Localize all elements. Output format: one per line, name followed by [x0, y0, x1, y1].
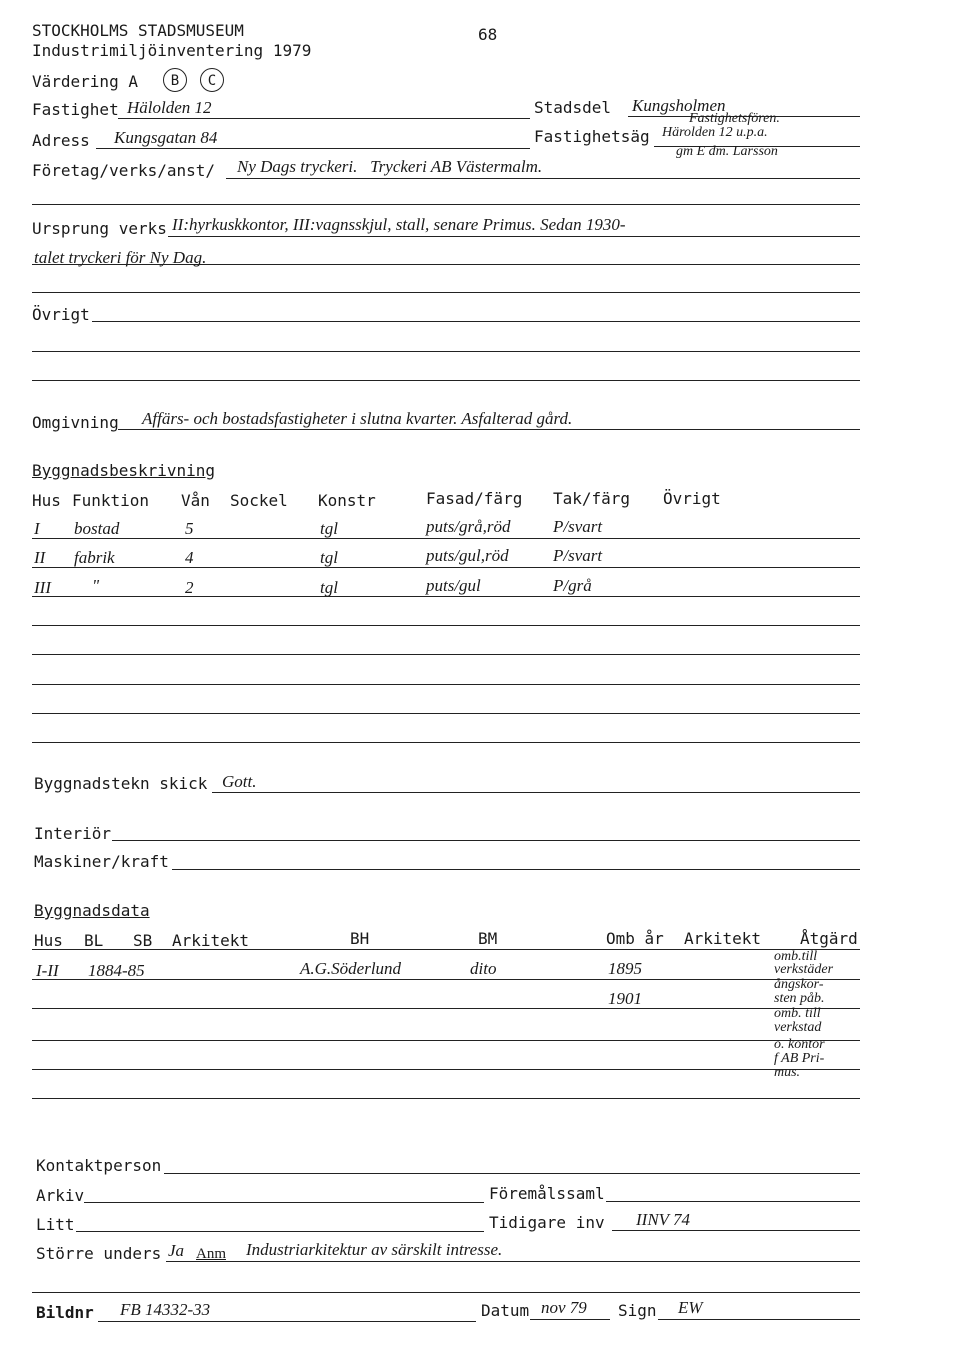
- ursprung-line2: talet tryckeri för Ny Dag.: [34, 248, 207, 267]
- bd-col-arkitekt2: Arkitekt: [684, 929, 762, 948]
- byggnadsdata-title: Byggnadsdata: [34, 901, 150, 920]
- omgivning-line: [118, 429, 860, 430]
- bd-col-bh: BH: [350, 929, 370, 948]
- row2-tak: P/svart: [553, 546, 603, 565]
- arkiv-label: Arkiv: [36, 1186, 85, 1205]
- atgard-7: o. kontor: [774, 1037, 825, 1052]
- omgivning-label: Omgivning: [32, 413, 119, 432]
- byggnadsbeskrivning-title: Byggnadsbeskrivning: [32, 461, 216, 480]
- bd-row-line-2: [32, 1008, 860, 1009]
- foremal-label: Föremålssaml: [489, 1184, 605, 1203]
- col-tak: Tak/färg: [553, 489, 631, 508]
- blank-line-d: [32, 625, 860, 626]
- col-hus: Hus: [32, 491, 61, 510]
- row2-hus: II: [34, 548, 46, 567]
- row2-line: [32, 567, 860, 568]
- tidigare-value: IINV 74: [636, 1210, 690, 1229]
- adress-value: Kungsgatan 84: [114, 128, 218, 147]
- atgard-6: verkstad: [774, 1020, 822, 1035]
- foretag-value: Ny Dags tryckeri. Tryckeri AB Västermalm.: [237, 157, 543, 176]
- bd-row-line-4: [32, 1069, 860, 1070]
- row2-van: 4: [185, 548, 194, 567]
- row3-hus: III: [34, 578, 51, 597]
- bd-col-atgard: Åtgärd: [800, 929, 858, 948]
- row3-van: 2: [185, 578, 194, 597]
- row1-line: [32, 538, 860, 539]
- interior-label: Interiör: [34, 824, 112, 843]
- page-number: 68: [478, 25, 498, 44]
- col-sockel: Sockel: [230, 491, 288, 510]
- bd-hus: I-II: [36, 961, 59, 980]
- atgard-1: omb.till: [774, 949, 818, 964]
- row2-funktion: fabrik: [74, 548, 115, 567]
- bildnr-line: [98, 1321, 476, 1322]
- anm-label: Anm: [196, 1246, 226, 1262]
- institution-name: STOCKHOLMS STADSMUSEUM: [32, 21, 244, 40]
- row3-line: [32, 596, 860, 597]
- row1-funktion: bostad: [74, 519, 120, 538]
- ovrigt-line: [92, 321, 860, 322]
- ursprung-label: Ursprung verks: [32, 219, 167, 238]
- bd-header-line: [32, 949, 860, 950]
- row2-konstr: tgl: [320, 548, 338, 567]
- bd-bh: A.G.Söderlund: [300, 959, 402, 978]
- agare-line2: Härolden 12 u.p.a.: [662, 125, 768, 140]
- row1-van: 5: [185, 519, 194, 538]
- storre-line: [166, 1261, 860, 1262]
- bd-col-arkitekt: Arkitekt: [172, 931, 250, 950]
- blank-line-a: [32, 292, 860, 293]
- blank-line-f: [32, 684, 860, 685]
- row3-konstr: tgl: [320, 578, 338, 597]
- blank-line-g: [32, 713, 860, 714]
- blank-line-b: [32, 351, 860, 352]
- anm-value: Industriarkitektur av särskilt intresse.: [246, 1240, 503, 1259]
- adress-label: Adress: [32, 131, 90, 150]
- kontakt-label: Kontaktperson: [36, 1156, 162, 1175]
- bildnr-value: FB 14332-33: [120, 1300, 211, 1319]
- arkiv-line: [84, 1202, 484, 1203]
- omgivning-value: Affärs- och bostadsfastigheter i slutna kvarter. Asfalterad gård.: [142, 409, 573, 428]
- bd-col-hus: Hus: [34, 931, 63, 950]
- atgard-8: f AB Pri-: [774, 1051, 825, 1066]
- tidigare-label: Tidigare inv: [489, 1213, 605, 1232]
- blank-line-e: [32, 654, 860, 655]
- stadsdel-value: Kungsholmen: [632, 96, 726, 115]
- bd-row-line-1: [32, 979, 860, 980]
- bd-col-sb: SB: [133, 931, 153, 950]
- maskiner-line: [172, 869, 860, 870]
- valuation-label: Värdering A: [32, 72, 138, 91]
- interior-line: [112, 840, 860, 841]
- foremal-line: [606, 1201, 860, 1202]
- storre-label: Större unders: [36, 1244, 162, 1263]
- kontakt-line: [164, 1173, 860, 1174]
- datum-line: [530, 1319, 610, 1320]
- bd-period: 1884-85: [88, 961, 145, 980]
- row3-fasad: puts/gul: [426, 576, 481, 595]
- agare-label: Fastighetsäg: [534, 127, 650, 146]
- bd-col-bl: BL: [84, 931, 104, 950]
- row1-konstr: tgl: [320, 519, 338, 538]
- stadsdel-label: Stadsdel: [534, 98, 612, 117]
- maskiner-label: Maskiner/kraft: [34, 852, 169, 871]
- bd-col-omb: Omb år: [606, 929, 664, 948]
- bd-bm: dito: [470, 959, 497, 978]
- adress-line: [96, 148, 530, 149]
- row3-tak: P/grå: [553, 576, 592, 595]
- tidigare-line: [612, 1230, 860, 1231]
- atgard-4: sten påb.: [774, 991, 825, 1006]
- datum-label: Datum: [481, 1301, 530, 1320]
- col-konstr: Konstr: [318, 491, 376, 510]
- atgard-2: verkstäder: [774, 962, 834, 977]
- byggnadstekn-line: [212, 792, 860, 793]
- fastighet-label: Fastighet: [32, 100, 119, 119]
- blank-line-i: [32, 1292, 860, 1293]
- col-funktion: Funktion: [72, 491, 150, 510]
- ursprung-underline-1: [168, 236, 860, 237]
- valuation-option-b: B: [163, 68, 187, 92]
- agare-line3: gm E dm. Larsson: [676, 144, 778, 159]
- row1-tak: P/svart: [553, 517, 603, 536]
- bd-row-line-3: [32, 1040, 860, 1041]
- storre-value: Ja: [168, 1241, 185, 1260]
- col-fasad: Fasad/färg: [426, 489, 523, 508]
- bd-omb1: 1895: [608, 959, 642, 978]
- valuation-option-c: C: [200, 68, 224, 92]
- col-ovrigt: Övrigt: [663, 489, 721, 508]
- ursprung-underline-2: [32, 264, 860, 265]
- survey-title: Industrimiljöinventering 1979: [32, 41, 312, 60]
- col-van: Vån: [181, 491, 210, 510]
- datum-value: nov 79: [541, 1298, 587, 1317]
- byggnadstekn-value: Gott.: [222, 772, 257, 791]
- row3-funktion: ": [92, 576, 100, 595]
- row1-fasad: puts/grå,röd: [426, 517, 511, 536]
- atgard-3: ångskor-: [774, 977, 824, 992]
- bd-omb2: 1901: [608, 989, 642, 1008]
- sign-value: EW: [678, 1298, 703, 1317]
- bildnr-label: Bildnr: [36, 1303, 94, 1322]
- agare-line1: Fastighetsfören.: [689, 111, 780, 126]
- section-divider-1: [32, 204, 860, 205]
- bd-col-bm: BM: [478, 929, 498, 948]
- litt-label: Litt: [36, 1215, 75, 1234]
- byggnadstekn-label: Byggnadstekn skick: [34, 774, 208, 793]
- blank-line-h: [32, 742, 860, 743]
- sign-line: [658, 1319, 860, 1320]
- foretag-line: [226, 178, 860, 179]
- litt-line: [76, 1231, 484, 1232]
- atgard-9: mus.: [774, 1065, 801, 1080]
- fastighet-value: Hälolden 12: [127, 98, 212, 117]
- foretag-label: Företag/verks/anst/: [32, 161, 216, 180]
- row2-fasad: puts/gul,röd: [426, 546, 509, 565]
- fastighet-line: [118, 118, 530, 119]
- blank-line-c: [32, 380, 860, 381]
- atgard-5: omb. till: [774, 1006, 821, 1021]
- ursprung-line1: II:hyrkuskkontor, III:vagnsskjul, stall, senare Primus. Sedan 1930-: [172, 215, 626, 234]
- row1-hus: I: [34, 519, 40, 538]
- bd-row-line-5: [32, 1098, 860, 1099]
- sign-label: Sign: [618, 1301, 657, 1320]
- ovrigt-label: Övrigt: [32, 305, 90, 324]
